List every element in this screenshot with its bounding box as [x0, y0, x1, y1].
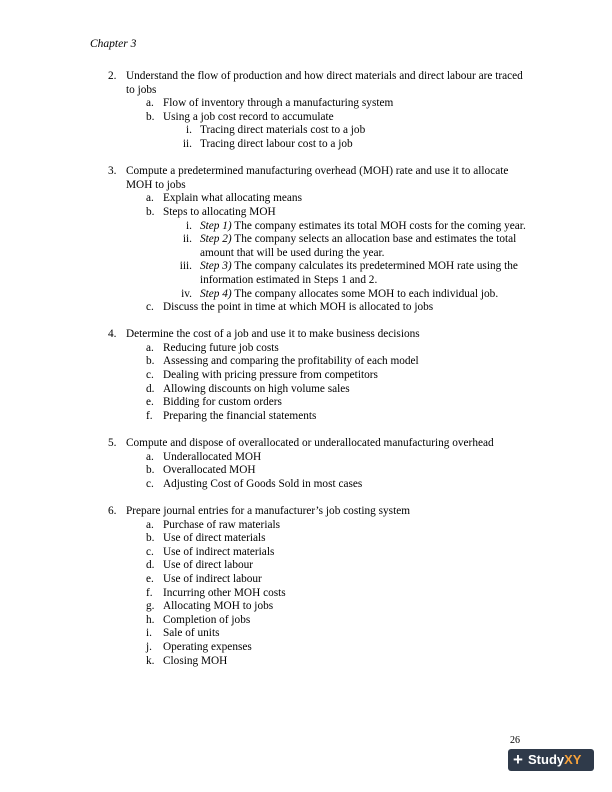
- sub-sub-item-text: Tracing direct materials cost to a job: [200, 124, 366, 137]
- sub-item-letter: c.: [146, 545, 154, 558]
- sub-item-letter: c.: [146, 477, 154, 490]
- sub-item: [108, 519, 528, 533]
- outline-item: [108, 328, 528, 342]
- sub-item: [108, 192, 528, 206]
- sub-item-text: Purchase of raw materials: [163, 518, 281, 531]
- step-label: Step 3): [200, 260, 232, 273]
- sub-item: [108, 464, 528, 478]
- outline-item: [108, 437, 528, 451]
- sub-item-letter: a.: [146, 97, 154, 110]
- sub-item-text: Closing MOH: [163, 654, 228, 667]
- sub-item: [108, 97, 528, 111]
- sub-item-letter: b.: [146, 464, 155, 477]
- plus-icon: +: [513, 750, 523, 769]
- logo-accent: XY: [564, 752, 582, 767]
- sub-item: [108, 546, 528, 560]
- sub-item: [108, 451, 528, 465]
- sub-item-text: Operating expenses: [163, 640, 252, 653]
- sub-item: [108, 587, 528, 601]
- sub-item-text: Completion of jobs: [163, 613, 251, 626]
- sub-item: [108, 641, 528, 655]
- sub-item: [108, 532, 528, 546]
- item-number: 2.: [108, 70, 117, 82]
- sub-item-letter: h.: [146, 613, 155, 626]
- sub-item-letter: a.: [146, 341, 154, 354]
- sub-item: [108, 383, 528, 397]
- roman-numeral: iii.: [179, 260, 192, 273]
- sub-item-text: Allowing discounts on high volume sales: [163, 382, 350, 395]
- sub-item: [108, 369, 528, 383]
- step-label: Step 1): [200, 219, 232, 232]
- roman-numeral: ii.: [182, 233, 192, 246]
- sub-item-text: Bidding for custom orders: [163, 396, 282, 409]
- sub-item-letter: g.: [146, 600, 155, 613]
- outline-item: [108, 70, 528, 97]
- sub-item-text: Preparing the financial statements: [163, 409, 317, 422]
- sub-item: [108, 355, 528, 369]
- sub-item-letter: d.: [146, 559, 155, 572]
- sub-item-text: Overallocated MOH: [163, 464, 256, 477]
- outline-section: [108, 165, 528, 315]
- item-text: Understand the flow of production and how direct materials and direct labour are traced to jobs: [126, 70, 523, 96]
- sub-item: [108, 206, 528, 220]
- item-number: 3.: [108, 165, 117, 178]
- document-body: [108, 70, 528, 682]
- outline-section: [108, 328, 528, 423]
- sub-item: [108, 600, 528, 614]
- sub-item-text: Underallocated MOH: [163, 450, 262, 463]
- logo-brand: Study: [528, 752, 565, 767]
- sub-sub-item: [108, 124, 528, 138]
- chapter-header: Chapter 3: [90, 38, 137, 50]
- page-number: 26: [510, 735, 520, 746]
- outline-item: [108, 505, 528, 519]
- sub-item-letter: d.: [146, 382, 155, 395]
- sub-sub-item-text: The company selects an allocation base and estimates the total amount that will be used during the year.: [200, 233, 517, 259]
- sub-item-letter: c.: [146, 369, 154, 382]
- sub-sub-item: [108, 288, 528, 302]
- item-text: Compute a predetermined manufacturing overhead (MOH) rate and use it to allocate MOH to jobs: [126, 165, 509, 191]
- sub-item: [108, 342, 528, 356]
- sub-sub-item: [108, 233, 528, 260]
- sub-item: [108, 614, 528, 628]
- sub-item-text: Allocating MOH to jobs: [163, 600, 274, 613]
- sub-item-letter: e.: [146, 396, 154, 409]
- sub-item-letter: b.: [146, 355, 155, 368]
- item-number: 5.: [108, 437, 117, 450]
- outline-section: [108, 437, 528, 491]
- sub-item-text: Steps to allocating MOH: [163, 205, 276, 218]
- sub-item-letter: a.: [146, 450, 154, 463]
- studyxy-logo[interactable]: [508, 749, 594, 771]
- sub-item-letter: a.: [146, 518, 154, 531]
- sub-item-text: Use of direct labour: [163, 559, 254, 572]
- sub-item: [108, 655, 528, 669]
- sub-sub-item-text: The company estimates its total MOH costs for the coming year.: [231, 219, 526, 232]
- sub-item-text: Reducing future job costs: [163, 341, 279, 354]
- sub-item-letter: b.: [146, 110, 155, 123]
- sub-item-letter: j.: [146, 640, 152, 653]
- sub-item-text: Incurring other MOH costs: [163, 586, 286, 599]
- outline-item: [108, 165, 528, 192]
- item-text: Prepare journal entries for a manufacturer’s job costing system: [126, 505, 411, 517]
- sub-item-letter: i.: [146, 627, 152, 640]
- roman-numeral: i.: [186, 124, 192, 137]
- sub-item: [108, 301, 528, 315]
- sub-item-letter: f.: [146, 586, 153, 599]
- sub-item-letter: c.: [146, 301, 154, 314]
- roman-numeral: i.: [186, 219, 192, 232]
- sub-item-text: Flow of inventory through a manufacturing system: [163, 97, 394, 110]
- step-label: Step 4): [200, 287, 232, 300]
- sub-item-letter: a.: [146, 192, 154, 205]
- sub-item: [108, 627, 528, 641]
- sub-item: [108, 410, 528, 424]
- sub-item-text: Use of indirect materials: [163, 545, 275, 558]
- sub-item-letter: k.: [146, 654, 155, 667]
- sub-sub-item: [108, 138, 528, 152]
- sub-item: [108, 111, 528, 125]
- sub-item-text: Explain what allocating means: [163, 192, 302, 205]
- item-text: Compute and dispose of overallocated or underallocated manufacturing overhead: [126, 437, 494, 450]
- sub-item-text: Discuss the point in time at which MOH is allocated to jobs: [163, 301, 434, 314]
- sub-item-text: Using a job cost record to accumulate: [163, 110, 334, 123]
- roman-numeral: iv.: [181, 287, 192, 300]
- outline-section: [108, 505, 528, 668]
- sub-sub-item: [108, 220, 528, 234]
- item-number: 6.: [108, 505, 117, 517]
- outline-section: [108, 70, 528, 152]
- sub-item-text: Use of indirect labour: [163, 572, 262, 585]
- sub-sub-item: [108, 260, 528, 287]
- sub-item: [108, 559, 528, 573]
- step-label: Step 2): [200, 233, 232, 246]
- item-text: Determine the cost of a job and use it to make business decisions: [126, 328, 420, 341]
- sub-item-text: Adjusting Cost of Goods Sold in most cases: [163, 477, 363, 490]
- item-number: 4.: [108, 328, 117, 341]
- sub-item-text: Sale of units: [163, 627, 220, 640]
- sub-item-letter: f.: [146, 409, 153, 422]
- sub-sub-item-text: The company allocates some MOH to each individual job.: [231, 287, 499, 300]
- sub-item-letter: b.: [146, 532, 155, 545]
- sub-item-letter: b.: [146, 205, 155, 218]
- sub-item-text: Use of direct materials: [163, 532, 266, 545]
- sub-item: [108, 478, 528, 492]
- sub-item-letter: e.: [146, 572, 154, 585]
- sub-item-text: Assessing and comparing the profitability of each model: [163, 355, 419, 368]
- sub-sub-item-text: The company calculates its predetermined MOH rate using the information estimated in Steps 1 and 2.: [200, 260, 518, 286]
- roman-numeral: ii.: [182, 137, 192, 150]
- sub-item: [108, 573, 528, 587]
- sub-item: [108, 396, 528, 410]
- sub-item-text: Dealing with pricing pressure from competitors: [163, 369, 378, 382]
- sub-sub-item-text: Tracing direct labour cost to a job: [200, 137, 353, 150]
